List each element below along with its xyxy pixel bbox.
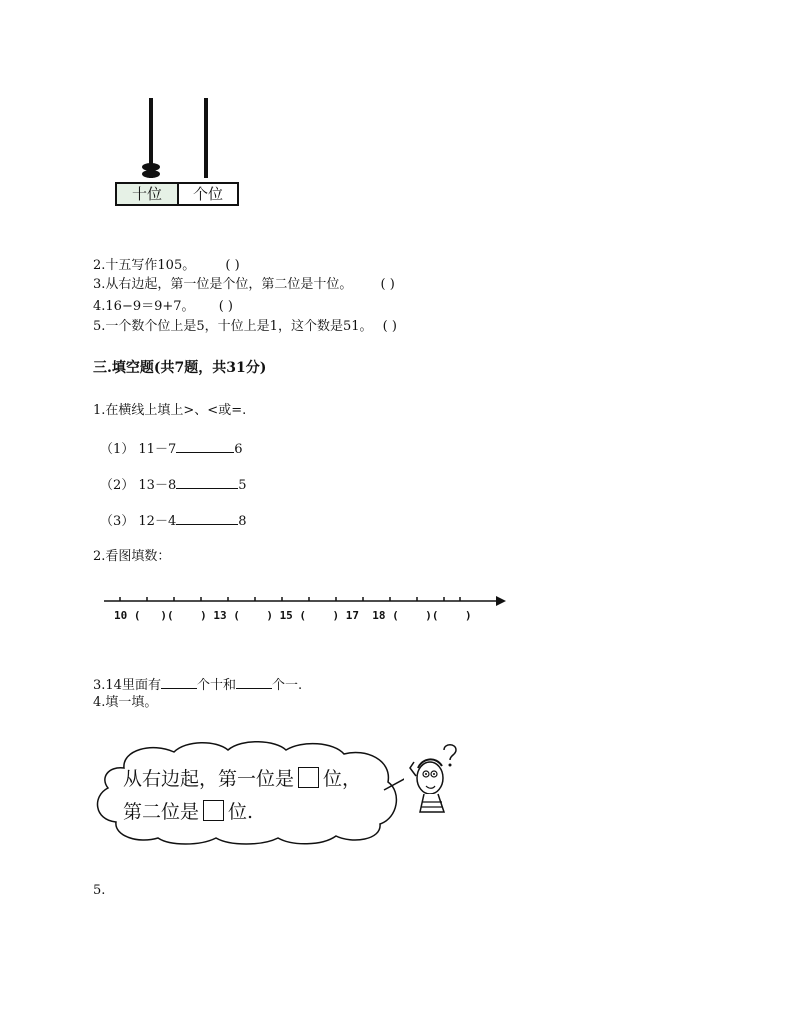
abacus-place-table xyxy=(115,182,239,206)
compare-expression: （2） 13－8 xyxy=(100,478,177,493)
number-line-labels: 10 ( )( ) 13 ( ) 15 ( ) 17 18 ( )( ) xyxy=(114,609,472,622)
q1-prompt: 1.在横线上填上>、<或=. xyxy=(93,403,247,418)
bubble-text-2a: 第二位是 xyxy=(123,801,200,823)
abacus-bead-icon xyxy=(140,161,162,179)
bubble-line-2 xyxy=(123,797,253,824)
compare-number: 6 xyxy=(234,442,243,457)
answer-paren: ( ) xyxy=(218,299,233,314)
judgement-text: 3.从右边起，第一位是个位，第二位是十位。 xyxy=(93,277,353,292)
answer-blank[interactable] xyxy=(176,488,238,489)
bubble-line-1 xyxy=(123,764,361,791)
answer-blank[interactable] xyxy=(176,524,238,525)
q5-prompt: 5. xyxy=(93,883,106,898)
answer-blank[interactable] xyxy=(176,452,234,453)
abacus-figure xyxy=(110,95,245,210)
q2-prompt: 2.看图填数： xyxy=(93,549,171,564)
abacus-cell-ones: 个位 xyxy=(177,182,239,206)
q1-row-1 xyxy=(100,438,243,457)
q1-row-3 xyxy=(100,510,247,529)
judgement-text: 2.十五写作105。 xyxy=(93,258,196,273)
ones-blank[interactable] xyxy=(236,688,272,689)
answer-box[interactable] xyxy=(298,767,319,788)
bubble-text-1b: 位， xyxy=(323,768,362,790)
section-heading: 三.填空题(共7题，共31分) xyxy=(93,360,267,376)
judgement-item-2 xyxy=(93,254,240,273)
bubble-text-1a: 从右边起，第一位是 xyxy=(123,768,295,790)
tens-blank[interactable] xyxy=(161,688,197,689)
abacus-cell-tens: 十位 xyxy=(115,182,179,206)
bubble-text-2b: 位. xyxy=(228,801,254,823)
answer-paren: ( ) xyxy=(225,258,240,273)
judgement-item-4 xyxy=(93,295,233,314)
compare-expression: （1） 11－7 xyxy=(100,442,177,457)
thinking-boy-icon xyxy=(404,740,466,822)
answer-paren: ( ) xyxy=(380,277,395,292)
q4-prompt: 4.填一填。 xyxy=(93,695,158,710)
judgement-item-5 xyxy=(93,315,397,334)
speech-bubble-icon xyxy=(94,738,404,846)
q1-row-2 xyxy=(100,474,247,493)
answer-paren: ( ) xyxy=(382,319,397,334)
compare-number: 8 xyxy=(238,514,247,529)
number-line xyxy=(100,592,510,608)
q3-text-c: 个一. xyxy=(271,678,303,693)
judgement-item-3 xyxy=(93,273,395,292)
judgement-text: 4.16−9＝9+7。 xyxy=(93,299,195,314)
judgement-text: 5.一个数个位上是5，十位上是1，这个数是51。 xyxy=(93,319,373,334)
q3-text-a: 3.14里面有 xyxy=(93,678,161,693)
compare-expression: （3） 12－4 xyxy=(100,514,177,529)
abacus-rod-ones xyxy=(204,98,208,178)
compare-number: 5 xyxy=(238,478,247,493)
q3-text-b: 个十和 xyxy=(196,678,236,693)
answer-box[interactable] xyxy=(203,800,224,821)
